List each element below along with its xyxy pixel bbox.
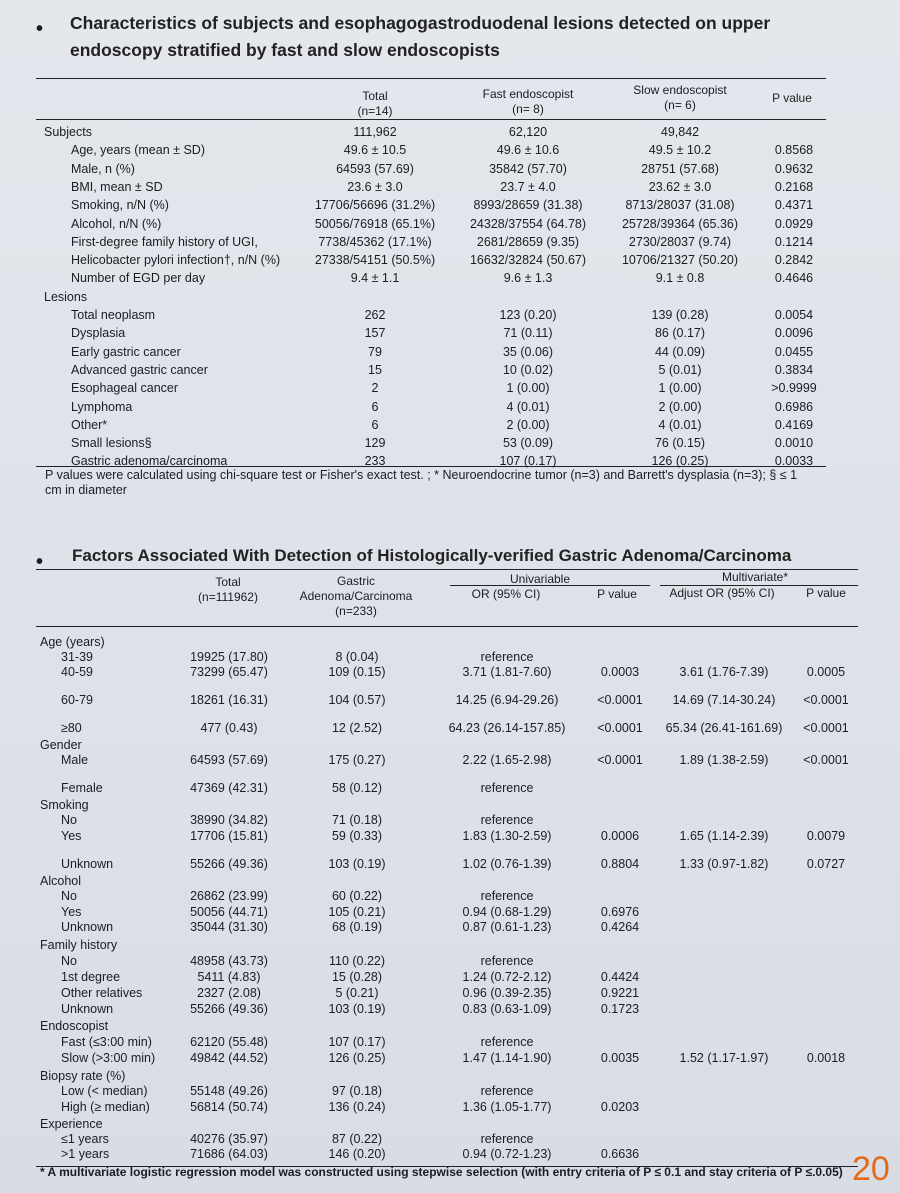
table2-header-rule <box>36 626 858 627</box>
cell-gastric: 175 (0.27) <box>328 753 386 767</box>
cell-or: reference <box>480 781 534 795</box>
cell-p-value: 0.6986 <box>774 399 814 414</box>
cell-slow: 139 (0.28) <box>651 308 709 322</box>
row-label: Early gastric cancer <box>71 344 181 359</box>
row-label: BMI, mean ± SD <box>71 179 163 194</box>
cell-p-value: 0.0010 <box>774 436 814 451</box>
cell-slow: 126 (0.25) <box>651 454 709 469</box>
row-label: Number of EGD per day <box>71 271 206 286</box>
cell-p-value-multivariate: 0.0005 <box>806 665 846 679</box>
cell-p-value-multivariate: 0.0727 <box>806 857 846 871</box>
cell-total: 55266 (49.36) <box>190 857 268 871</box>
row-label: Small lesions§ <box>71 436 152 451</box>
cell-fast: 35842 (57.70) <box>489 161 567 176</box>
cell-total: 48958 (43.73) <box>190 954 268 968</box>
cell-fast: 2 (0.00) <box>506 417 550 432</box>
cell-total: 71686 (64.03) <box>190 1147 268 1161</box>
cell-total: 15 <box>368 362 382 377</box>
cell-or: reference <box>480 1084 534 1098</box>
row-label: 60-79 <box>61 693 93 707</box>
cell-or: 3.71 (1.81-7.60) <box>462 665 552 679</box>
row-label: Endoscopist <box>40 1019 109 1033</box>
page-number-fragment: 20 <box>852 1150 890 1188</box>
cell-adjusted-or: 14.69 (7.14-30.24) <box>672 693 776 707</box>
cell-total: 2 <box>371 381 379 396</box>
cell-total: 26862 (23.99) <box>190 889 268 903</box>
cell-or: 2.22 (1.65-2.98) <box>462 753 552 767</box>
cell-total: 62120 (55.48) <box>190 1035 268 1049</box>
row-label: Experience <box>40 1117 103 1131</box>
row-label: Fast (≤3:00 min) <box>61 1035 152 1049</box>
row-label: Smoking <box>40 798 89 812</box>
cell-slow: 49,842 <box>660 125 700 139</box>
cell-total: 7738/45362 (17.1%) <box>318 234 432 249</box>
table2-header-gastric <box>300 574 413 619</box>
cell-fast: 10 (0.02) <box>502 362 554 377</box>
cell-total: 9.4 ± 1.1 <box>350 271 400 286</box>
row-label: Total neoplasm <box>71 308 156 322</box>
cell-or: reference <box>480 1035 534 1049</box>
cell-total: 129 <box>364 436 386 451</box>
cell-fast: 123 (0.20) <box>499 308 557 322</box>
cell-slow: 1 (0.00) <box>658 381 702 396</box>
row-label: Male <box>61 753 89 767</box>
cell-total: 55266 (49.36) <box>190 1002 268 1016</box>
cell-gastric: 5 (0.21) <box>335 986 379 1000</box>
table2-footnote: * A multivariate logistic regression model was constructed using stepwise selection (with entry criteria of P ≤ 0.1 and stay criteria of P ≤.0.05) <box>40 1165 843 1179</box>
cell-p-value: >0.9999 <box>771 381 817 396</box>
table2-header-total <box>198 575 258 605</box>
row-label: Esophageal cancer <box>71 381 179 396</box>
cell-total: 6 <box>371 417 379 432</box>
cell-slow: 2 (0.00) <box>658 399 702 414</box>
row-label: Gender <box>40 738 82 752</box>
row-label: Other relatives <box>61 986 143 1000</box>
table1-title <box>70 10 770 64</box>
cell-gastric: 87 (0.22) <box>331 1132 383 1146</box>
cell-p-value-univariable: 0.8804 <box>600 857 640 871</box>
cell-gastric: 109 (0.15) <box>328 665 386 679</box>
header-slow-label: Slow endoscopist <box>633 83 727 97</box>
cell-total: 49842 (44.52) <box>190 1051 268 1065</box>
table2-header-p2: P value <box>806 586 846 600</box>
cell-adjusted-or: 65.34 (26.41-161.69) <box>665 721 783 735</box>
row-label: Other* <box>71 417 108 432</box>
cell-total: 19925 (17.80) <box>190 650 268 664</box>
cell-slow: 2730/28037 (9.74) <box>628 234 732 249</box>
cell-total: 27338/54151 (50.5%) <box>314 253 436 268</box>
row-label: Unknown <box>61 920 114 934</box>
table2-header-or: OR (95% CI) <box>471 587 541 601</box>
cell-slow: 25728/39364 (65.36) <box>621 216 739 231</box>
row-label: Gastric adenoma/carcinoma <box>71 454 228 469</box>
cell-total: 50056/76918 (65.1%) <box>314 216 436 231</box>
cell-total: 17706/56696 (31.2%) <box>314 198 436 213</box>
row-label: Lymphoma <box>71 399 133 414</box>
cell-p-value-univariable: 0.9221 <box>600 986 640 1000</box>
row-label: Female <box>61 781 103 795</box>
table2-header-p1: P value <box>597 587 637 601</box>
row-label: Family history <box>40 938 118 952</box>
cell-fast: 49.6 ± 10.6 <box>496 143 560 158</box>
cell-or: 64.23 (26.14-157.85) <box>448 721 566 735</box>
header2-gastric-n: (n=233) <box>335 604 377 618</box>
cell-slow: 4 (0.01) <box>658 417 702 432</box>
cell-p-value-univariable: 0.4264 <box>600 920 640 934</box>
row-label: Helicobacter pylori infection†, n/N (%) <box>71 253 281 268</box>
cell-gastric: 103 (0.19) <box>328 1002 386 1016</box>
cell-p-value: 0.4371 <box>774 198 814 213</box>
cell-total: 233 <box>364 454 386 469</box>
header-slow-n: (n= 6) <box>664 98 696 112</box>
cell-adjusted-or: 3.61 (1.76-7.39) <box>679 665 769 679</box>
cell-gastric: 104 (0.57) <box>328 693 386 707</box>
bullet-marker-2: • <box>36 551 44 573</box>
cell-slow: 86 (0.17) <box>654 326 706 341</box>
header2-total-label: Total <box>215 575 241 589</box>
cell-slow: 44 (0.09) <box>654 344 706 359</box>
cell-total: 55148 (49.26) <box>190 1084 268 1098</box>
table1-bottom-rule <box>36 466 826 467</box>
cell-gastric: 15 (0.28) <box>331 970 383 984</box>
row-label: Smoking, n/N (%) <box>71 198 169 213</box>
cell-p-value-univariable: 0.4424 <box>600 970 640 984</box>
table2-title: Factors Associated With Detection of Histologically-verified Gastric Adenoma/Carcinoma <box>72 546 792 565</box>
cell-gastric: 126 (0.25) <box>328 1051 386 1065</box>
cell-gastric: 12 (2.52) <box>331 721 383 735</box>
table1-title-line2: endoscopy stratified by fast and slow endoscopists <box>70 40 500 60</box>
row-label: Unknown <box>61 1002 114 1016</box>
table1-footnote <box>45 468 835 498</box>
table1-header-fast <box>483 87 574 117</box>
row-label: Male, n (%) <box>71 161 135 176</box>
cell-p-value-multivariate: <0.0001 <box>803 721 849 735</box>
cell-p-value-univariable: <0.0001 <box>597 693 643 707</box>
cell-gastric: 110 (0.22) <box>328 954 386 968</box>
table1-header-rule <box>36 119 826 120</box>
cell-total: 35044 (31.30) <box>190 920 268 934</box>
cell-p-value-univariable: 0.0003 <box>600 665 640 679</box>
cell-fast: 71 (0.11) <box>503 326 553 341</box>
cell-or: reference <box>480 954 534 968</box>
cell-or: 0.87 (0.61-1.23) <box>462 920 552 934</box>
cell-p-value-univariable: <0.0001 <box>597 753 643 767</box>
cell-gastric: 68 (0.19) <box>331 920 383 934</box>
cell-total: 157 <box>364 326 386 341</box>
cell-slow: 28751 (57.68) <box>641 161 719 176</box>
table1-header-total <box>357 89 392 119</box>
cell-fast: 2681/28659 (9.35) <box>476 234 580 249</box>
cell-fast: 53 (0.09) <box>502 436 554 451</box>
cell-fast: 35 (0.06) <box>502 344 554 359</box>
row-label: Yes <box>61 829 82 843</box>
cell-or: reference <box>480 650 534 664</box>
cell-gastric: 97 (0.18) <box>331 1084 383 1098</box>
cell-fast: 107 (0.17) <box>499 454 557 469</box>
cell-slow: 5 (0.01) <box>658 362 702 377</box>
cell-p-value-univariable: 0.0006 <box>600 829 640 843</box>
cell-p-value: 0.0096 <box>774 326 814 341</box>
row-label: High (≥ median) <box>61 1100 150 1114</box>
cell-or: 1.24 (0.72-2.12) <box>462 970 552 984</box>
cell-gastric: 71 (0.18) <box>331 813 383 827</box>
cell-slow: 49.5 ± 10.2 <box>648 143 712 158</box>
cell-slow: 76 (0.15) <box>654 436 706 451</box>
cell-total: 23.6 ± 3.0 <box>347 179 403 194</box>
cell-p-value-multivariate: 0.0018 <box>806 1051 846 1065</box>
cell-p-value: 0.2168 <box>774 179 814 194</box>
cell-total: 40276 (35.97) <box>190 1132 268 1146</box>
row-label: 1st degree <box>61 970 121 984</box>
cell-or: 1.83 (1.30-2.59) <box>462 829 552 843</box>
table2-header-univariable: Univariable <box>509 572 571 586</box>
table1-top-rule <box>36 78 826 79</box>
cell-total: 64593 (57.69) <box>336 161 414 176</box>
row-label: Lesions <box>44 289 88 304</box>
cell-p-value-univariable: 0.0203 <box>600 1100 640 1114</box>
cell-gastric: 58 (0.12) <box>331 781 383 795</box>
cell-total: 38990 (34.82) <box>190 813 268 827</box>
cell-total: 64593 (57.69) <box>190 753 268 767</box>
cell-total: 73299 (65.47) <box>190 665 268 679</box>
cell-fast: 4 (0.01) <box>506 399 550 414</box>
row-label: Biopsy rate (%) <box>40 1069 126 1083</box>
row-label: Alcohol, n/N (%) <box>71 216 162 231</box>
cell-total: 111,962 <box>353 125 397 139</box>
row-label: First-degree family history of UGI, <box>71 234 258 249</box>
cell-or: reference <box>480 1132 534 1146</box>
cell-p-value-univariable: <0.0001 <box>597 721 643 735</box>
row-label: Dysplasia <box>71 326 126 341</box>
cell-fast: 1 (0.00) <box>506 381 550 396</box>
cell-total: 477 (0.43) <box>200 721 258 735</box>
header-total-n: (n=14) <box>357 104 393 118</box>
row-label: Alcohol <box>40 874 81 888</box>
cell-total: 6 <box>371 399 379 414</box>
cell-p-value: 0.0054 <box>774 308 814 322</box>
cell-total: 262 <box>364 308 386 322</box>
cell-total: 79 <box>368 344 382 359</box>
table1-header-slow <box>633 83 726 113</box>
cell-p-value: 0.0033 <box>774 454 814 469</box>
cell-gastric: 107 (0.17) <box>328 1035 386 1049</box>
cell-slow: 9.1 ± 0.8 <box>655 271 705 286</box>
cell-slow: 23.62 ± 3.0 <box>648 179 712 194</box>
row-label: Age, years (mean ± SD) <box>71 143 205 158</box>
row-label: Unknown <box>61 857 114 871</box>
cell-total: 56814 (50.74) <box>190 1100 268 1114</box>
row-label: 31-39 <box>61 650 93 664</box>
cell-p-value: 0.2842 <box>774 253 814 268</box>
cell-or: 0.94 (0.68-1.29) <box>462 905 552 919</box>
cell-total: 5411 (4.83) <box>197 970 261 984</box>
cell-total: 18261 (16.31) <box>190 693 268 707</box>
table1-footnote-line2: cm in diameter <box>45 483 127 497</box>
cell-adjusted-or: 1.33 (0.97-1.82) <box>679 857 769 871</box>
cell-p-value: 0.8568 <box>774 143 814 158</box>
cell-p-value-multivariate: <0.0001 <box>803 753 849 767</box>
cell-gastric: 59 (0.33) <box>331 829 383 843</box>
cell-or: reference <box>480 889 534 903</box>
cell-p-value-multivariate: 0.0079 <box>806 829 846 843</box>
cell-fast: 24328/37554 (64.78) <box>469 216 587 231</box>
cell-gastric: 146 (0.20) <box>328 1147 386 1161</box>
header2-total-n: (n=111962) <box>198 590 258 604</box>
cell-total: 2327 (2.08) <box>197 986 261 1000</box>
header-total-label: Total <box>362 89 388 103</box>
row-label: Subjects <box>44 125 92 139</box>
cell-total: 47369 (42.31) <box>190 781 268 795</box>
row-label: ≤1 years <box>61 1132 109 1146</box>
table1-header-p: P value <box>772 91 812 105</box>
row-label: Advanced gastric cancer <box>71 362 208 377</box>
cell-or: reference <box>480 813 534 827</box>
cell-or: 1.02 (0.76-1.39) <box>462 857 552 871</box>
cell-or: 0.96 (0.39-2.35) <box>462 986 552 1000</box>
cell-p-value: 0.9632 <box>774 161 814 176</box>
row-label: Slow (>3:00 min) <box>61 1051 156 1065</box>
cell-p-value-multivariate: <0.0001 <box>803 693 849 707</box>
row-label: Yes <box>61 905 82 919</box>
header-fast-label: Fast endoscopist <box>482 87 574 101</box>
row-label: Age (years) <box>40 635 105 649</box>
cell-or: 1.36 (1.05-1.77) <box>462 1100 552 1114</box>
cell-adjusted-or: 1.65 (1.14-2.39) <box>679 829 769 843</box>
header2-gastric-subtitle: Adenoma/Carcinoma <box>299 589 413 603</box>
cell-p-value: 0.4169 <box>774 417 814 432</box>
cell-adjusted-or: 1.89 (1.38-2.59) <box>679 753 769 767</box>
cell-slow: 10706/21327 (50.20) <box>621 253 739 268</box>
cell-p-value-univariable: 0.6636 <box>600 1147 640 1161</box>
cell-p-value-univariable: 0.1723 <box>600 1002 640 1016</box>
cell-or: 1.47 (1.14-1.90) <box>462 1051 552 1065</box>
row-label: No <box>61 889 77 903</box>
table1-title-line1: Characteristics of subjects and esophagogastroduodenal lesions detected on upper <box>70 13 771 33</box>
cell-p-value: 0.0455 <box>774 344 814 359</box>
cell-gastric: 60 (0.22) <box>331 889 383 903</box>
cell-fast: 9.6 ± 1.3 <box>503 271 553 286</box>
header2-gastric-label: Gastric <box>336 574 376 588</box>
table2-header-adj-or: Adjust OR (95% CI) <box>669 586 775 600</box>
cell-or: 14.25 (6.94-29.26) <box>455 693 559 707</box>
cell-total: 50056 (44.71) <box>190 905 268 919</box>
cell-adjusted-or: 1.52 (1.17-1.97) <box>679 1051 769 1065</box>
bullet-marker: • <box>36 18 44 40</box>
cell-or: 0.94 (0.72-1.23) <box>462 1147 552 1161</box>
cell-p-value: 0.4646 <box>774 271 814 286</box>
cell-gastric: 8 (0.04) <box>335 650 379 664</box>
cell-p-value: 0.3834 <box>774 362 814 377</box>
cell-or: 0.83 (0.63-1.09) <box>462 1002 552 1016</box>
cell-fast: 62,120 <box>508 125 548 139</box>
row-label: ≥80 <box>61 721 82 735</box>
cell-fast: 23.7 ± 4.0 <box>500 179 556 194</box>
cell-gastric: 103 (0.19) <box>328 857 386 871</box>
cell-p-value: 0.1214 <box>774 234 814 249</box>
row-label: >1 years <box>61 1147 110 1161</box>
cell-p-value: 0.0929 <box>774 216 814 231</box>
row-label: 40-59 <box>61 665 93 679</box>
header-fast-n: (n= 8) <box>512 102 544 116</box>
cell-p-value-univariable: 0.6976 <box>600 905 640 919</box>
table1-footnote-line1: P values were calculated using chi-square test or Fisher's exact test. ; * Neuroendocrine tumor (n=3) and Barrett's dysplasia (n=3); § ≤ 1 <box>45 468 798 482</box>
cell-fast: 16632/32824 (50.67) <box>469 253 587 268</box>
cell-gastric: 105 (0.21) <box>328 905 386 919</box>
table2-header-multivariate: Multivariate* <box>721 570 789 584</box>
row-label: No <box>61 813 77 827</box>
cell-gastric: 136 (0.24) <box>328 1100 386 1114</box>
cell-total: 17706 (15.81) <box>190 829 268 843</box>
row-label: Low (< median) <box>61 1084 148 1098</box>
row-label: No <box>61 954 77 968</box>
cell-fast: 8993/28659 (31.38) <box>473 198 583 213</box>
cell-slow: 8713/28037 (31.08) <box>625 198 735 213</box>
cell-total: 49.6 ± 10.5 <box>343 143 407 158</box>
cell-p-value-univariable: 0.0035 <box>600 1051 640 1065</box>
